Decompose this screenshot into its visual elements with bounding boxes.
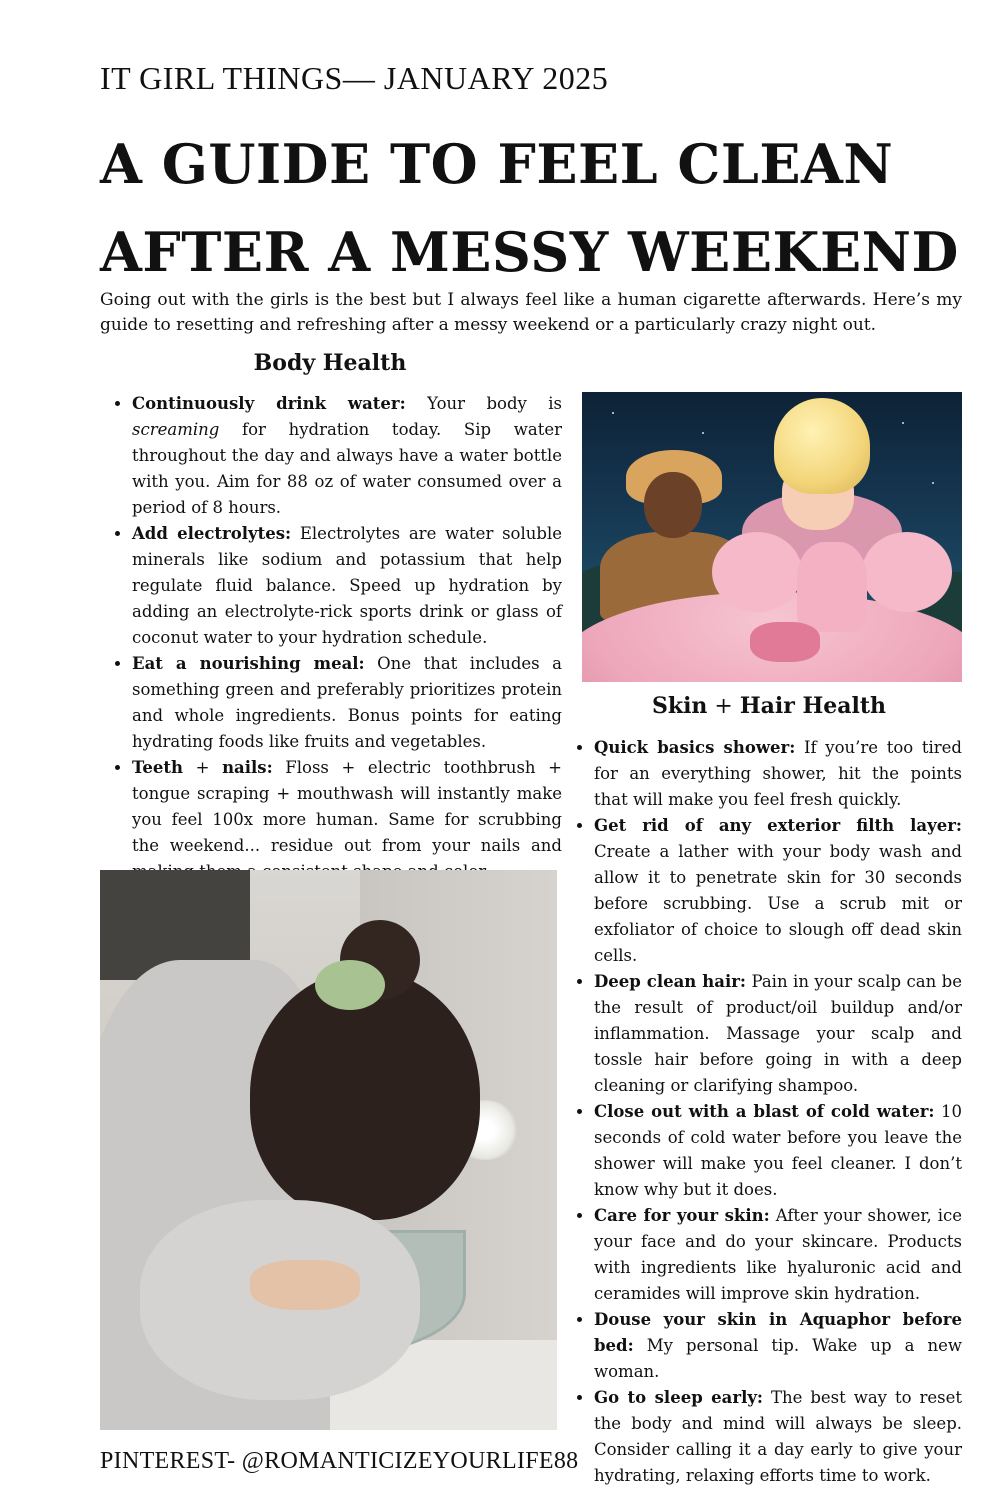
- headline-line-1: A GUIDE TO FEEL CLEAN: [100, 132, 894, 196]
- list-item: [132, 755, 562, 885]
- list-item: [594, 969, 962, 1099]
- item-title: Eat a nourishing meal:: [132, 654, 365, 673]
- item-text: The best way to reset the body and mind will always be sleep. Consider calling it a day early to give your hydrating, relaxing efforts time to work.: [594, 1388, 962, 1485]
- body-health-list: [100, 391, 562, 885]
- heading-part: Skin: [651, 693, 708, 719]
- item-title: Continuously drink water:: [132, 394, 406, 413]
- list-item: [132, 651, 562, 755]
- body-health-heading: Body Health: [253, 350, 407, 376]
- list-item: [594, 813, 962, 969]
- item-text: Pain in your scalp can be the result of product/oil buildup and/or inflammation. Massage your scalp and tossle hair before going in with a deep cleaning or clarifying shampoo.: [594, 972, 962, 1095]
- item-text: for hydration today. Sip water throughout the day and always have a water bottle with you. Aim for 88 oz of water consumed over a period of 8 hours.: [132, 420, 562, 517]
- heading-part: Hair Health: [739, 693, 887, 719]
- issue-kicker: IT GIRL THINGS— JANUARY 2025: [100, 60, 609, 96]
- item-title: Go to sleep early:: [594, 1388, 764, 1407]
- skin-hair-health-list: [562, 735, 962, 1489]
- item-text: One that includes a something green and preferably prioritizes protein and whole ingredients. Bonus points for eating hydrating foods like fruits and vegetables.: [132, 654, 562, 751]
- skin-hair-health-heading: [576, 693, 962, 719]
- item-title: Get rid of any exterior filth layer:: [594, 816, 962, 835]
- item-title: Teeth: [132, 758, 183, 777]
- headline-line-2: AFTER A MESSY WEEKEND: [100, 220, 959, 284]
- list-item: [594, 1385, 962, 1489]
- cartoon-princess-image: [582, 392, 962, 682]
- item-text: My personal tip. Wake up a new woman.: [594, 1336, 962, 1381]
- headline: [100, 120, 962, 296]
- item-title-join: +: [183, 758, 223, 777]
- item-text: Create a lather with your body wash and allow it to penetrate skin for 30 seconds before scrubbing. Use a scrub mit or exfoliator of choice to slough off dead skin cells.: [594, 842, 962, 965]
- intro-paragraph: Going out with the girls is the best but I always feel like a human cigarette afterwards. Here’s my guide to resetting and refreshing after a messy weekend or a particularly crazy night out.: [100, 290, 962, 335]
- heading-join: +: [707, 694, 740, 719]
- item-title: Quick basics shower:: [594, 738, 796, 757]
- item-text: After your shower, ice your face and do your skincare. Products with ingredients like hyaluronic acid and ceramides will improve skin hydration.: [594, 1206, 962, 1303]
- list-item: [594, 735, 962, 813]
- item-text: Electrolytes are water soluble minerals like sodium and potassium that help regulate fluid balance. Speed up hydration by adding an electrolyte-rick sports drink or glass of coconut water to your hydration schedule.: [132, 524, 562, 647]
- item-title: Add electrolytes:: [132, 524, 292, 543]
- list-item: [132, 391, 562, 521]
- item-text: Floss + electric toothbrush + tongue scraping + mouthwash will instantly make you feel 100x more human. Same for scrubbing the weekend... residue out from your nails and: [132, 758, 562, 855]
- item-text: Your body is: [405, 394, 562, 413]
- item-title: Douse your skin in Aquaphor before bed:: [594, 1310, 962, 1355]
- item-title: Close out with a blast of cold water:: [594, 1102, 935, 1121]
- list-item: [594, 1203, 962, 1307]
- item-text: If you’re too tired for an everything shower, hit the points that will make you feel fresh quickly.: [594, 738, 962, 809]
- list-item: [594, 1099, 962, 1203]
- list-item: [132, 521, 562, 651]
- item-emphasis: screaming: [132, 420, 220, 439]
- list-item: [594, 1307, 962, 1385]
- item-title: Deep clean hair:: [594, 972, 747, 991]
- pinterest-credit: PINTEREST- @ROMANTICIZEYOURLIFE88: [100, 1448, 579, 1474]
- face-in-ice-bowl-photo: [100, 870, 557, 1430]
- item-title: Care for your skin:: [594, 1206, 770, 1225]
- item-text: 10 seconds of cold water before you leave the shower will make you feel cleaner. I don’t know why but it does.: [594, 1102, 962, 1199]
- item-title: nails:: [222, 758, 273, 777]
